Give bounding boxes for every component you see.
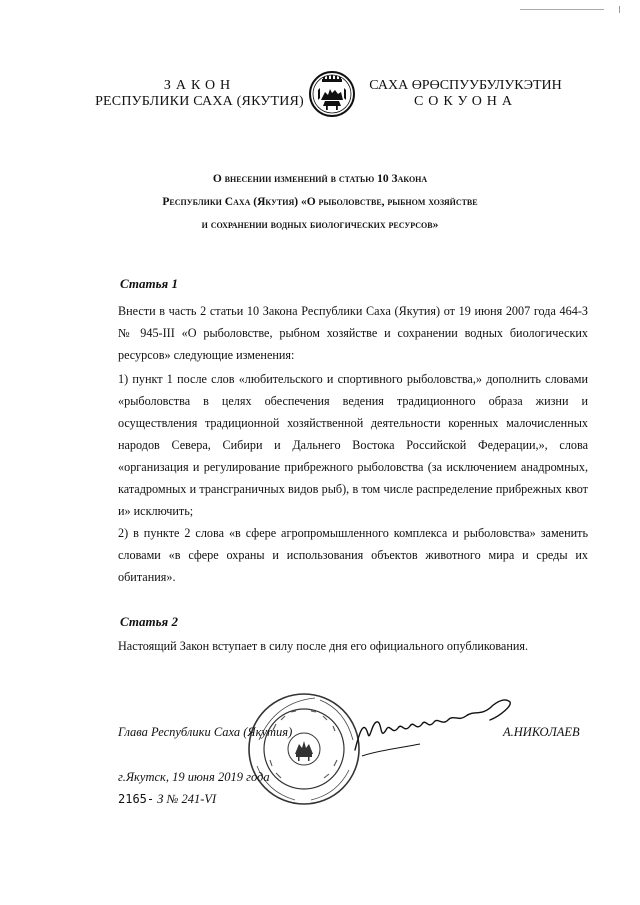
title-line3: и сохранении водных биологических ресурсов»: [201, 219, 439, 231]
title-line2: Республики Саха (Якутия) «О рыболовстве, рыбном хозяйстве: [162, 196, 478, 208]
signatory-name: А.НИКОЛАЕВ: [503, 725, 580, 739]
article1-p3-text: 2) в пункте 2 слова «в сфере агропромышленного комплекса и рыболовства» заменить словами «в сфере охраны и использования объектов животного мира и среды их обитания».: [118, 526, 588, 584]
top-mark-tick: [619, 6, 620, 13]
header-right-line2: СОКУОНА: [413, 94, 518, 109]
article1-paragraph1: [118, 300, 588, 366]
article1-paragraph3: [118, 522, 588, 588]
law-number: [118, 792, 216, 807]
article2-heading: Статья 2: [120, 614, 178, 629]
article1-paragraph2: [118, 368, 588, 522]
handwritten-signature-icon: [350, 690, 520, 765]
coat-of-arms-emblem-icon: [308, 70, 356, 118]
top-corner-mark: [520, 6, 620, 12]
official-seal-icon: [245, 690, 363, 808]
header-right-block: [358, 78, 573, 110]
header-right-line1: САХА ӨРӨСПУУБУЛУКЭТИН: [369, 78, 562, 93]
law-header: [0, 70, 640, 120]
signatory-position: Глава Республики Саха (Якутия): [118, 725, 293, 739]
article2-p1-text: Настоящий Закон вступает в силу после дня его официального опубликования.: [118, 639, 529, 653]
header-left-line2: РЕСПУБЛИКИ САХА (ЯКУТИЯ): [95, 94, 304, 109]
article1-p1-text: Внести в часть 2 статьи 10 Закона Республики Саха (Якутия) от 19 июня 2007 года 464-З № 945-III «О рыболовстве, рыбном хозяйстве и сохранении водных биологических ресурсов» следующие изменения:: [118, 304, 588, 362]
signature-block: [0, 690, 640, 840]
header-left-block: [92, 78, 307, 110]
article1-p2-text: 1) пункт 1 после слов «любительского и спортивного рыболовства,» дополнить словами «рыболовства в целях обеспечения ведения традиционного образа жизни и осуществления традиционной хозяйственной деятельности коренных малочисленных народов Севера, Сибири и Дальнего Востока Российской Федерации,», слова «организация и регулирование прибрежного рыболовства (за исключением анадромных, катадромных и трансграничных видов рыб), в том числе распределение прибрежных квот и» исключить;: [118, 372, 588, 518]
law-number-prefix: 2165-: [118, 792, 155, 806]
article2-paragraph1: [118, 635, 588, 657]
top-mark-line: [520, 9, 604, 10]
title-line1: О внесении изменений в статью 10 Закона: [212, 173, 428, 185]
law-title: [60, 168, 580, 237]
place-and-date: г.Якутск, 19 июня 2019 года: [118, 770, 270, 784]
law-number-rest: З № 241-VI: [157, 792, 217, 806]
header-left-line1: ЗАКОН: [163, 78, 236, 93]
article1-heading: Статья 1: [120, 276, 178, 291]
